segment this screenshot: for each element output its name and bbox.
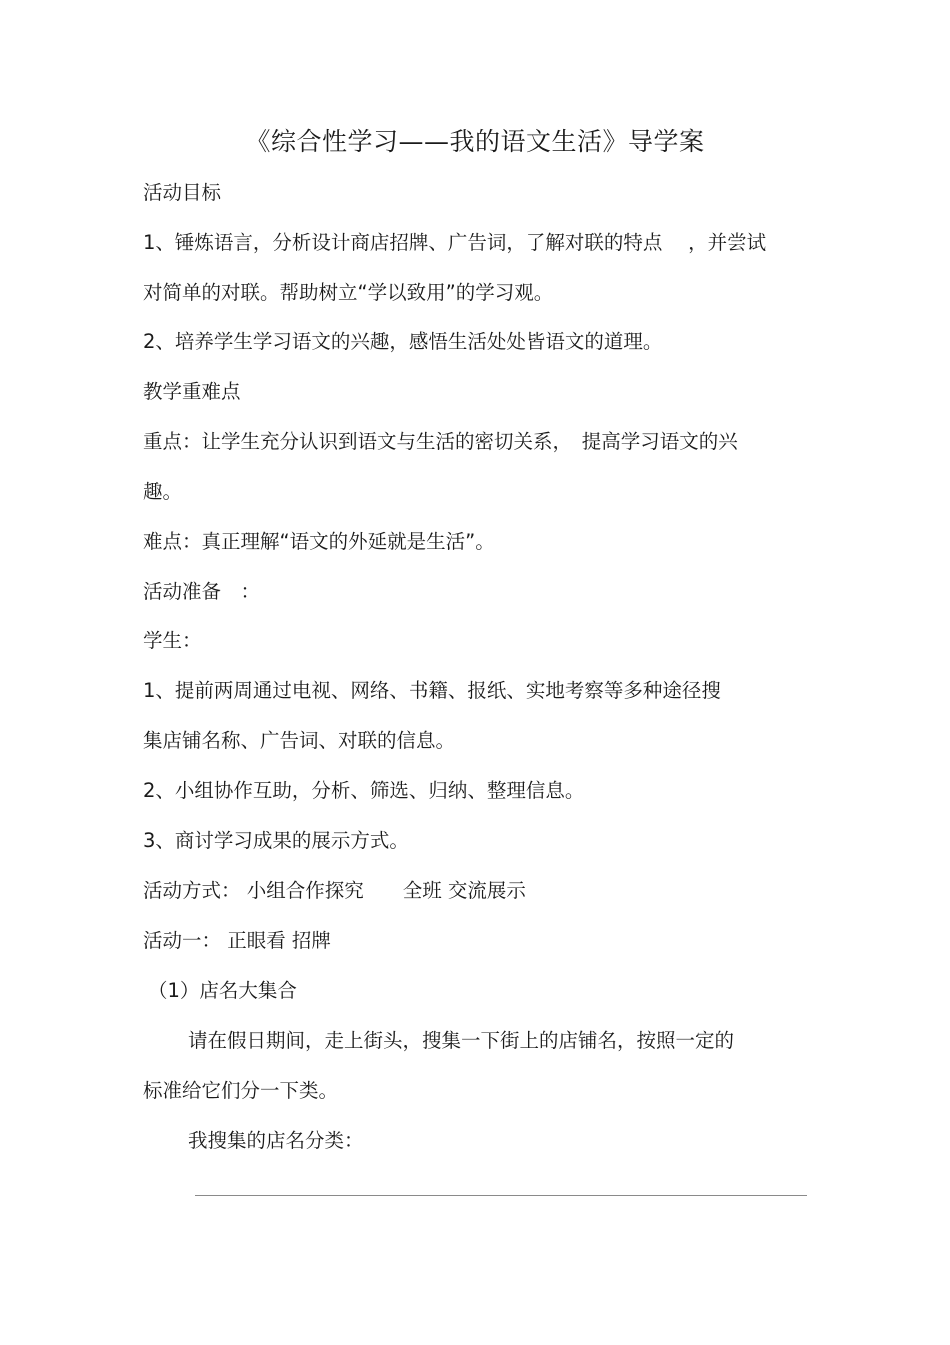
section-heading-objectives: 活动目标 [143, 181, 222, 204]
prep-item-3: 3、商讨学习成果的展示方式。 [143, 829, 409, 852]
prep-item-2: 2、小组协作互助，分析、筛选、归纳、整理信息。 [143, 779, 585, 802]
key-point-line-1: 重点：让学生充分认识到语文与生活的密切关系， 提高学习语文的兴 [143, 430, 738, 453]
prep-item-1-line-1: 1、提前两周通过电视、网络、书籍、报纸、实地考察等多种途径搜 [143, 679, 721, 702]
subsection-store-names: （1）店名大集合 [148, 979, 297, 1002]
task-line-2: 标准给它们分一下类。 [143, 1079, 339, 1102]
objective-2: 2、培养学生学习语文的兴趣，感悟生活处处皆语文的道理。 [143, 330, 663, 353]
prep-item-1-line-2: 集店铺名称、广告词、对联的信息。 [143, 729, 456, 752]
section-heading-key-points: 教学重难点 [143, 380, 241, 403]
objective-1-line-1: 1、锤炼语言，分析设计商店招牌、广告词，了解对联的特点 ，并尝试 [143, 231, 767, 254]
objective-1-line-2: 对简单的对联。帮助树立“学以致用”的学习观。 [143, 281, 554, 304]
task-line-1: 请在假日期间，走上街头，搜集一下街上的店铺名，按照一定的 [188, 1029, 735, 1052]
answer-underline [195, 1195, 807, 1196]
key-point-line-2: 趣。 [143, 480, 183, 503]
activity-one-heading: 活动一： 正眼看 招牌 [143, 929, 331, 952]
section-heading-preparation: 活动准备 ： [143, 580, 261, 603]
difficulty-point: 难点：真正理解“语文的外延就是生活”。 [143, 530, 495, 553]
students-label: 学生： [143, 629, 202, 652]
document-title: 《综合性学习——我的语文生活》导学案 [245, 127, 705, 156]
answer-prompt: 我搜集的店名分类： [188, 1129, 364, 1152]
activity-method: 活动方式： 小组合作探究 全班 交流展示 [143, 879, 526, 902]
